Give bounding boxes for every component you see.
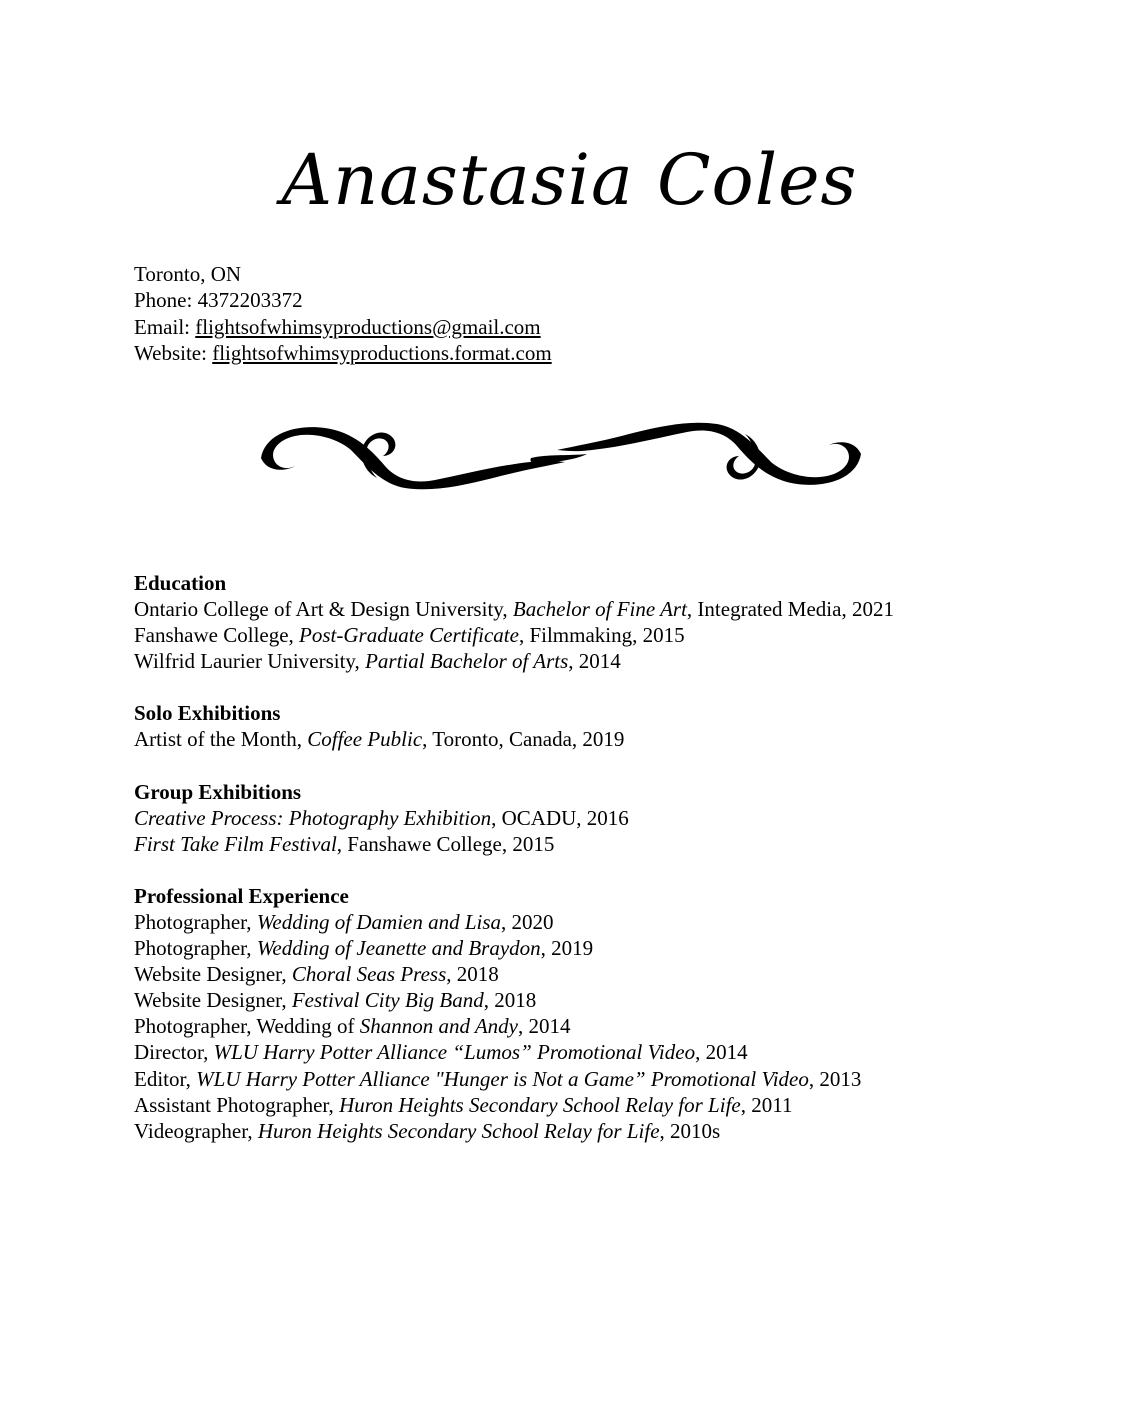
entry-text: , 2019 bbox=[540, 936, 594, 961]
contact-location: Toronto, ON bbox=[134, 262, 242, 286]
section-entry bbox=[134, 648, 1084, 674]
entry-text: , 2013 bbox=[808, 1066, 862, 1091]
entry-text: Photographer, Wedding of bbox=[134, 1014, 360, 1039]
section-entry bbox=[134, 961, 1084, 987]
section-entry bbox=[134, 909, 1084, 935]
section-heading: Education bbox=[134, 571, 227, 595]
section-professional-experience bbox=[134, 883, 1084, 1144]
entry-text: Fanshawe College, bbox=[134, 623, 300, 648]
entry-title-italic: Bachelor of Fine Art bbox=[512, 597, 687, 622]
website-label: Website: bbox=[134, 340, 207, 365]
section-entry bbox=[134, 1066, 1084, 1092]
entry-text: Director, bbox=[134, 1040, 214, 1065]
entry-title-italic: Wedding of Damien and Lisa bbox=[256, 909, 502, 934]
entry-title-italic: WLU Harry Potter Alliance "Hunger is Not a Game” Promotional Video bbox=[196, 1066, 809, 1091]
entry-title-italic: Festival City Big Band bbox=[291, 988, 484, 1013]
resume-name-title: Anastasia Coles bbox=[281, 139, 858, 221]
entry-title-italic: WLU Harry Potter Alliance “Lumos” Promotional Video bbox=[213, 1040, 696, 1065]
email-label: Email: bbox=[134, 314, 190, 339]
entry-text: , Fanshawe College, 2015 bbox=[336, 831, 555, 856]
section-entry bbox=[134, 726, 1084, 752]
entry-title-italic: Creative Process: Photography Exhibition bbox=[134, 805, 492, 830]
entry-title-italic: Choral Seas Press bbox=[291, 962, 447, 987]
entry-title-italic: Partial Bachelor of Arts bbox=[365, 649, 569, 674]
entry-title-italic: Post-Graduate Certificate bbox=[299, 623, 519, 648]
entry-title-italic: Coffee Public bbox=[307, 727, 423, 752]
entry-text: , 2020 bbox=[501, 909, 554, 934]
entry-title-italic: Shannon and Andy bbox=[359, 1014, 518, 1039]
section-heading: Group Exhibitions bbox=[134, 779, 302, 804]
entry-text: , 2011 bbox=[740, 1092, 793, 1117]
entry-text: , 2010s bbox=[659, 1118, 721, 1143]
resume-sections bbox=[134, 570, 1084, 1170]
entry-text: , 2014 bbox=[568, 649, 621, 674]
entry-text: Website Designer, bbox=[134, 988, 292, 1013]
entry-text: Ontario College of Art & Design University, bbox=[134, 597, 513, 622]
entry-text: , OCADU, 2016 bbox=[491, 805, 629, 830]
phone-value: 4372203372 bbox=[197, 288, 303, 313]
section-education bbox=[134, 570, 1084, 674]
entry-text: Website Designer, bbox=[134, 962, 292, 987]
section-entry bbox=[134, 805, 1084, 831]
website-link[interactable]: flightsofwhimsyproductions.format.com bbox=[212, 340, 552, 365]
section-entry bbox=[134, 935, 1084, 961]
entry-title-italic: Huron Heights Secondary School Relay for Life bbox=[257, 1118, 660, 1143]
section-entry bbox=[134, 1039, 1084, 1065]
contact-website-line bbox=[134, 340, 552, 366]
entry-text: Photographer, bbox=[134, 909, 257, 934]
section-heading: Solo Exhibitions bbox=[134, 701, 281, 726]
section-entry bbox=[134, 1092, 1084, 1118]
section-solo-exhibitions bbox=[134, 700, 1084, 752]
entry-text: Editor, bbox=[134, 1066, 197, 1091]
entry-text: , Toronto, Canada, 2019 bbox=[422, 727, 625, 752]
section-group-exhibitions bbox=[134, 779, 1084, 857]
section-entry bbox=[134, 831, 1084, 857]
entry-text: Artist of the Month, bbox=[134, 727, 308, 752]
section-entry bbox=[134, 1118, 1084, 1144]
entry-text: Assistant Photographer, bbox=[134, 1092, 340, 1117]
entry-text: , 2018 bbox=[446, 962, 499, 987]
email-link[interactable]: flightsofwhimsyproductions@gmail.com bbox=[195, 314, 541, 339]
entry-title-italic: First Take Film Festival bbox=[134, 831, 337, 856]
contact-email-line bbox=[134, 314, 552, 340]
entry-text: , 2014 bbox=[695, 1040, 748, 1065]
phone-label: Phone: bbox=[134, 288, 193, 313]
contact-block bbox=[134, 261, 552, 366]
contact-phone-line bbox=[134, 287, 552, 313]
entry-text: Wilfrid Laurier University, bbox=[134, 649, 366, 674]
section-entry bbox=[134, 622, 1084, 648]
entry-text: , 2018 bbox=[483, 988, 537, 1013]
entry-text: Videographer, bbox=[134, 1118, 258, 1143]
entry-title-italic: Huron Heights Secondary School Relay for Life bbox=[339, 1092, 741, 1117]
section-entry bbox=[134, 596, 1084, 622]
flourish-divider-icon bbox=[255, 418, 867, 494]
section-entry bbox=[134, 987, 1084, 1013]
entry-text: , Integrated Media, 2021 bbox=[686, 597, 894, 622]
entry-title-italic: Wedding of Jeanette and Braydon bbox=[256, 936, 541, 961]
entry-text: Photographer, bbox=[134, 936, 257, 961]
section-heading: Professional Experience bbox=[134, 883, 349, 908]
entry-text: , Filmmaking, 2015 bbox=[518, 623, 685, 648]
entry-text: , 2014 bbox=[518, 1014, 571, 1039]
section-entry bbox=[134, 1013, 1084, 1039]
